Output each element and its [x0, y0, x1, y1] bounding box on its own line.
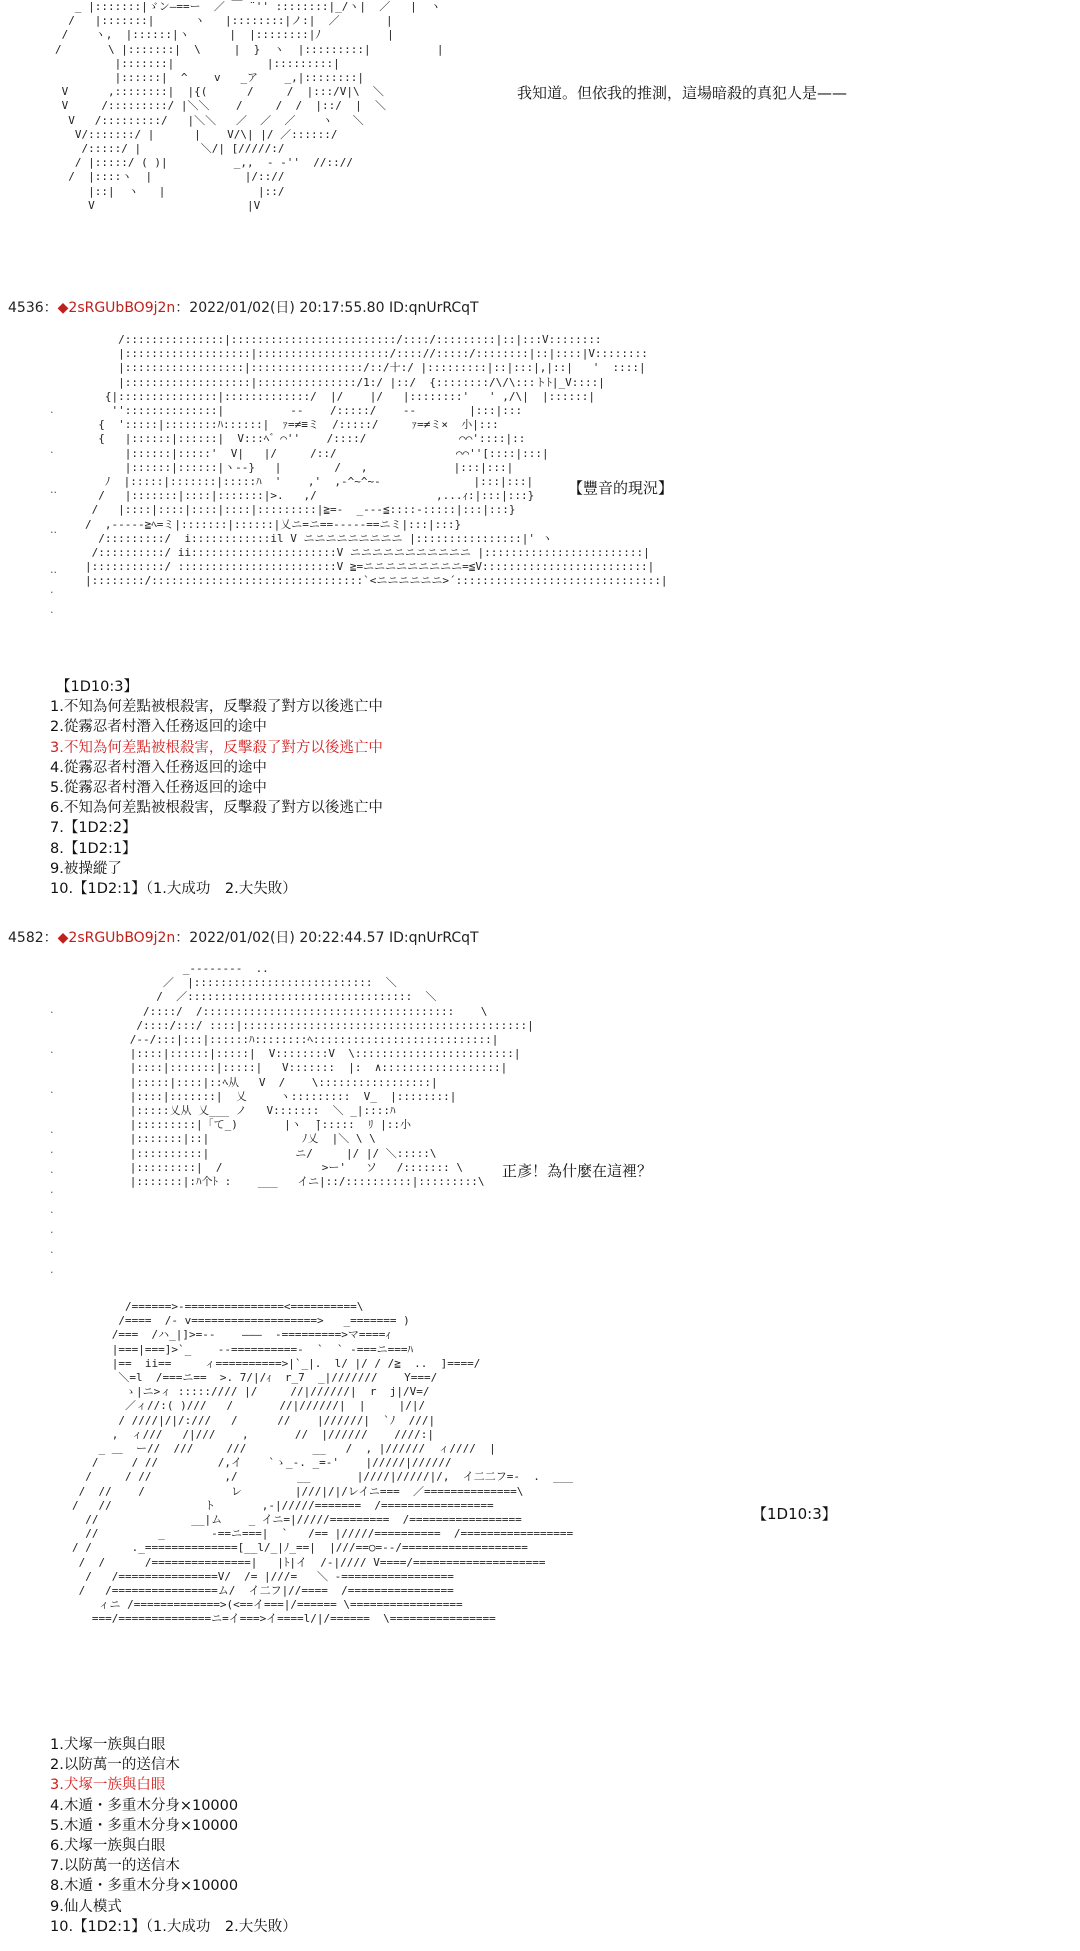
dialogue-caption-1: 我知道。但依我的推測，這場暗殺的真犯人是—— [517, 84, 848, 102]
dialogue-caption-2: 正彥！為什麼在這裡？ [502, 1162, 653, 1180]
roll-result-list-2 [50, 1735, 297, 1937]
post-number: 4536： [8, 300, 58, 316]
list-item: 7.以防萬一的送信木 [50, 1858, 180, 1875]
ascii-art-figure-2: /:::::::::::::::|:::::::::::::::::::::::::/::::/:::::::::|::|:::V:::::::: |:::::::::::::::::::|::::::::::::::::::::/:::://:::::/::::::::|::|::::|V:::::::: |::::::::::::::::::|:::::::::::::::::/::/十:/ |:::::::::|::|:::|,|::| ' ::::| |:::::::::::::::::::|:::::::::::::::/1:/ |::/ {::::::::/\/\:::トﾄ|_V::::| {|:::::::::::::::|:::::::::::::/ |/ |/ |::::::::' ' ,/\| |::::::| ''::::::::::::::| -- /:::::/ -- |:::|::: { ':::::|::::::::ﾊ::::::| ｧ=≠≡ミ /:::::/ ｧ=≠ミ× 小|::: { |::::::|::::::| V:::ﾍ゛⌒'' /::::/ ⌒⌒'::::|:: |::::::|:::::' V| |/ /::/ ⌒⌒''[::::|:::| |::::::|::::::|ヽ--} | / , |:::|:::| ﾉ |:::::|:::::::|:::::ﾊ ' ,' ,-^~^~- |:::|:::| / |:::::::|::::|:::::::|>. ,/ ,...ｨ:|:::|:::} / |::::|::::|::::|::::|:::::::::|≧=- _---≦::::-:::::|:::|:::} / ,-----≧ﾍ=ミ|:::::::|::::::|乂ニ=ニ==-----==ニミ|:::|:::} /:::::::::/ i::::::::::::il V ニニニニニニニニニ |::::::::::::::::|' ヽ /::::::::::/ ii::::::::::::::::::::::V ニニニニニニニニニニニ |::::::::::::::::::::::::| |:::::::::::/ ::::::::::::::::::::::::V ≧=ニニニニニニニニニ=≦V:::::::::::::::::::::::::| |::::::::/::::::::::::::::::::::::::::::::`<ニニニニニニ>´:::::::::::::::::::::::::::::::| [85, 333, 668, 588]
tripcode[interactable]: ◆2sRGUbBO9j2n [57, 300, 176, 316]
list-item: 1.不知為何差點被根殺害，反擊殺了對方以後逃亡中 [50, 699, 383, 716]
margin-dots: . . . . . . . . . . . [50, 1003, 54, 1276]
ascii-art-figure-1: _ |:::::::|ゞン―==ー ／ ￣ ¨'' ::::::::|_/ヽ| ／ | ヽ / |:::::::| ヽ |::::::::|ノ:| ／ | / ヽ, |::::::|ヽ | |::::::::|ﾉ | / \ |:::::::| \ | } ヽ |:::::::::| | |:::::::| |:::::::::| |::::::| ^ v _ア _,|::::::::| V ,::::::::| |{( / / |:::/V|\ ＼ V /:::::::::/ |＼＼ / / / |::/ | ＼ V /:::::::::/ |＼＼ ／ ／ ／ ヽ ＼ V/:::::::/ | | V/\| |/ ／::::::/ /:::::/ | ＼/| [/////:/ / |:::::/ ( )| _,, - -'' //::// / |::::ヽ | |/::// |::| ヽ | |::/ V |V [55, 0, 444, 212]
list-item: 8.【1D2:1】 [50, 840, 137, 857]
ascii-art-battle-scene: /======>-===============<==========\ /==== /- v===================> _======= ) /=== /ハ_|]>=-- ――― -=========>マ====ｨ |===|===]>`_ --==========- ` ` -===ニ===ﾊ |== ii== ィ==========>|`_|. l/ |/ / /≧ .. ]====/ ＼=l /===ニ== >. 7/|/ｨ r_7 _|/////// Y===/ ゝ|ニ>ィ ::::://// |/ //|//////| r j|/V=/ ／ィ//:( )/// / //|//////| | |/|/ / ////|/|/:/// / // |//////| `ﾉ ///| , ィ/// /|/// , // |////// ////:| _ ＿ ー// /// /// __ / , |////// ィ//// | / / // /,イ `ゝ_-. _=-' |/////|////// / / // ,/ __ |////|/////|/, イ二二フ=- . ___ / // / レ |///|/|/レイニ=== ／==============\ / // ト ,-|/////======= /================= // __|ム _ イニ=|/////========= /================= // _ -==ニ===| ` /== |/////========== /================= / / ._==============[__l/_|ﾉ_==| |///==○=--/=================== / / /===============| |ﾄ|イ /-|//// V====/==================== / /===============V/ /= |///= ＼ -================= / /================ム/ イ二フ|//==== /================ ィニ /=============>(<==イ===|/====== \================= ===/==============ニ=イ===>イ====l/|/====== \================ [72, 1300, 574, 1626]
list-item: 7.【1D2:2】 [50, 820, 137, 837]
post-header-4582 [8, 927, 479, 947]
tripcode[interactable]: ◆2sRGUbBO9j2n [57, 930, 176, 946]
list-item: 6.不知為何差點被根殺害，反擊殺了對方以後逃亡中 [50, 800, 383, 817]
list-item: 9.被操縱了 [50, 860, 122, 877]
margin-dots: . . .. .. .. . . [50, 403, 57, 616]
status-caption: 【豐音的現況】 [568, 479, 674, 497]
post-header-4536 [8, 297, 479, 317]
roll-result-list-1 [50, 677, 383, 899]
list-item: 1.犬塚一族與白眼 [50, 1737, 166, 1753]
post-datetime-id: ：2022/01/02(日) 20:22:44.57 ID:qnUrRCqT [175, 930, 479, 946]
list-item: 4.木遁・多重木分身×10000 [50, 1797, 239, 1814]
list-item: 2.以防萬一的送信木 [50, 1757, 180, 1774]
roll-caption: 【1D10:3】 [752, 1505, 837, 1523]
list-item: 10.【1D2:1】（1.大成功 2.大失敗） [50, 881, 297, 898]
list-item: 4.從霧忍者村潛入任務返回的途中 [50, 759, 267, 776]
list-item: 10.【1D2:1】（1.大成功 2.大失敗） [50, 1918, 297, 1935]
list-item: 2.從霧忍者村潛入任務返回的途中 [50, 719, 267, 736]
list-item: 6.犬塚一族與白眼 [50, 1838, 166, 1855]
list-item: 8.木遁・多重木分身×10000 [50, 1878, 239, 1895]
list-item-highlighted: 3.不知為何差點被根殺害，反擊殺了對方以後逃亡中 [50, 739, 383, 756]
list-item-highlighted: 3.犬塚一族與白眼 [50, 1777, 166, 1794]
roll-title: 【1D10:3】 [56, 679, 138, 695]
ascii-art-figure-3: _-------- .. ／ |::::::::::::::::::::::::::: ＼ / ／:::::::::::::::::::::::::::::::::: ＼ /::::/ /:::::::::::::::::::::::::::::::::::::: \ /::::/:::/ ::::|:::::::::::::::::::::::::::::::::::::::::::| /--/:::|:::|::::::ﾊ::::::::ﾍ:::::::::::::::::::::::::::| |::::|::::::|:::::| V::::::::V \::::::::::::::::::::::::| |::::|:::::::|:::::| V::::::: |: ∧::::::::::::::::::| |:::::|::::|::ﾍ从 V / \:::::::::::::::::| |::::|:::::::| 乂 ヽ::::::::: V_ |::::::::| |:::::乂从 乂___ ノ V::::::: ＼ _|::::ﾊ |:::::::::|「て_) |ヽ ̄|::::: ﾘ |::小 |:::::::|::| ﾉ乂 |＼ \ \ |::::::::::| ニ/ |/ |/ ＼:::::\ |:::::::::| / >ー' ソ /::::::: \ |:::::::|:ﾊ个ﾄ : ___ イニ|::/::::::::::|:::::::::\ [129, 962, 534, 1189]
list-item: 5.從霧忍者村潛入任務返回的途中 [50, 780, 267, 797]
list-item: 5.木遁・多重木分身×10000 [50, 1817, 239, 1834]
post-number: 4582： [8, 930, 58, 946]
list-item: 9.仙人模式 [50, 1898, 122, 1915]
post-datetime-id: ：2022/01/02(日) 20:17:55.80 ID:qnUrRCqT [175, 300, 479, 316]
